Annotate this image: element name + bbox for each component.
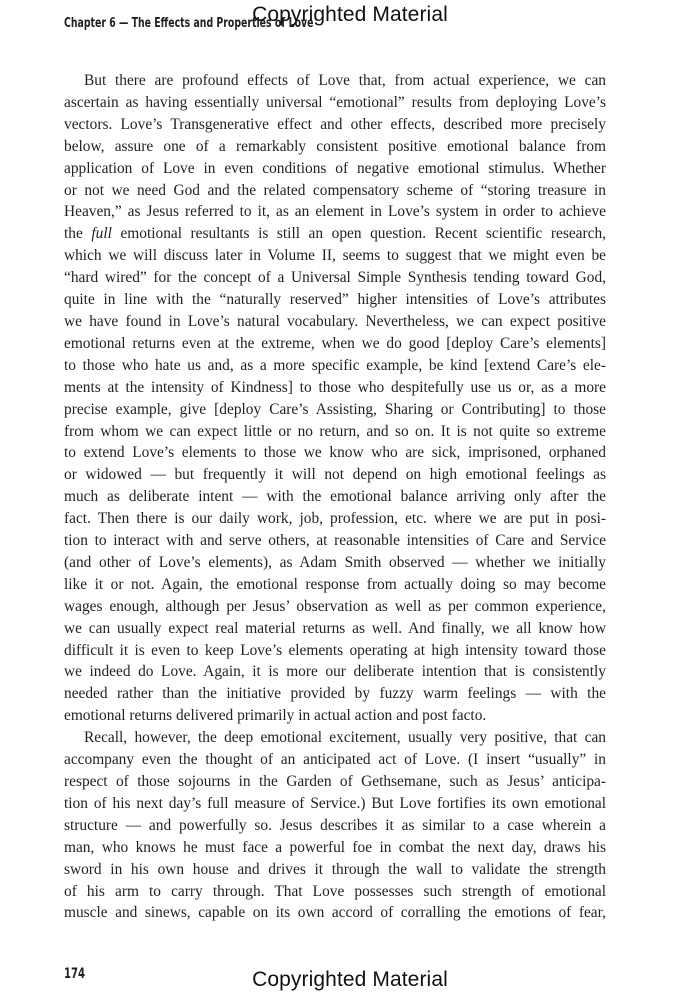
text-line: we indeed do Love. Again, it is more our deliberate intention that is consistently: [64, 663, 606, 681]
text-line: we have found in Love’s natural vocabulary. Nevertheless, we can expect positive: [64, 312, 606, 330]
text-line: respect of those sojourns in the Garden of Gethsemane, such as Jesus’ anticipa-: [64, 773, 606, 790]
text-line: structure — and powerfully so. Jesus describes it as similar to a case wherein a: [64, 816, 606, 834]
emphasized-word: full: [91, 225, 112, 243]
text-line: we can usually expect real material returns as well. And finally, we all know how: [64, 619, 606, 637]
text-line: “hard wired” for the concept of a Universal Simple Synthesis tending toward God,: [64, 269, 606, 287]
text-line: difficult it is even to keep Love’s elements operating at high intensity toward those: [64, 641, 606, 659]
text-line: [64, 223, 606, 245]
text-line: precise example, give [deploy Care’s Assisting, Sharing or Contributing] to those: [64, 400, 606, 418]
copyright-watermark-bottom: Copyrighted Material: [252, 968, 448, 991]
text-line: quite in line with the “naturally reserved” higher intensities of Love’s attributes: [64, 291, 606, 309]
text-line: ments at the intensity of Kindness] to those who despitefully use us or, as a more: [64, 378, 606, 396]
text-line: from whom we can expect little or no return, and so on. It is not quite so extreme: [64, 422, 606, 440]
text-line: (and other of Love’s elements), as Adam Smith observed — whether we initially: [64, 553, 606, 571]
text-line: to extend Love’s elements to those we know who are sick, imprisoned, orphaned: [64, 444, 606, 462]
text-line: much as deliberate intent — with the emotional balance arriving only after the: [64, 488, 606, 506]
text-line: or widowed — but frequently it will not depend on high emotional feelings as: [64, 466, 606, 484]
text-line: wages enough, although per Jesus’ observation as well as per common experience,: [64, 597, 606, 615]
text-line: accompany even the thought of an anticipated act of Love. (I insert “usually” in: [64, 751, 606, 769]
text-line: ascertain as having essentially universal “emotional” results from deploying Love’s: [64, 93, 606, 111]
text-line: But there are profound effects of Love that, from actual experience, we can: [84, 72, 606, 89]
text-segment: emotional resultants is still an open question. Recent scientific research,: [111, 225, 606, 243]
text-line: vectors. Love’s Transgenerative effect and other effects, described more precisely: [64, 115, 606, 133]
text-line: below, assure one of a remarkably consistent positive emotional balance from: [64, 137, 606, 155]
text-line: tion to interact with and serve others, at reasonable intensities of Care and Service: [64, 532, 606, 550]
copyright-watermark-top: Copyrighted Material: [252, 3, 448, 26]
body-text: [64, 70, 606, 924]
text-line: of his arm to carry through. That Love possesses such strength of emotional: [64, 882, 606, 900]
text-line: Heaven,” as Jesus referred to it, as an element in Love’s system in order to achieve: [64, 203, 606, 221]
page-number: 174: [64, 966, 86, 982]
text-line: emotional returns even at the extreme, when we do good [deploy Care’s elements]: [64, 334, 606, 352]
text-line: tion of his next day’s full measure of Service.) But Love fortifies its own emotional: [64, 794, 606, 812]
text-line: fact. Then there is our daily work, job, profession, etc. where we are put in posi-: [64, 510, 606, 528]
text-line: needed rather than the initiative provided by fuzzy warm feelings — with the: [64, 685, 606, 703]
text-line: or not we need God and the related compensatory scheme of “storing treasure in: [64, 181, 606, 199]
text-line: Recall, however, the deep emotional excitement, usually very positive, that can: [84, 729, 606, 747]
text-line: which we will discuss later in Volume II, seems to suggest that we might even be: [64, 247, 606, 265]
text-segment: the: [64, 225, 92, 243]
paragraph-1: [64, 70, 606, 727]
text-line: sword in his own house and drives it through the wall to validate the strength: [64, 860, 606, 878]
text-line: to those who hate us and, as a more specific example, be kind [extend Care’s ele-: [64, 356, 606, 374]
running-head: Chapter 6 — The Effects and Properties of Love: [64, 16, 314, 31]
paragraph-2: [64, 727, 606, 924]
text-line: application of Love in even conditions of negative emotional stimulus. Whether: [64, 159, 606, 177]
text-line: muscle and sinews, capable on its own accord of corralling the emotions of fear,: [64, 904, 606, 922]
text-line: like it or not. Again, the emotional response from actually doing so may become: [64, 575, 606, 593]
text-line: emotional returns delivered primarily in actual action and post facto.: [64, 707, 487, 725]
text-line: man, who knows he must face a powerful foe in combat the next day, draws his: [64, 838, 606, 856]
